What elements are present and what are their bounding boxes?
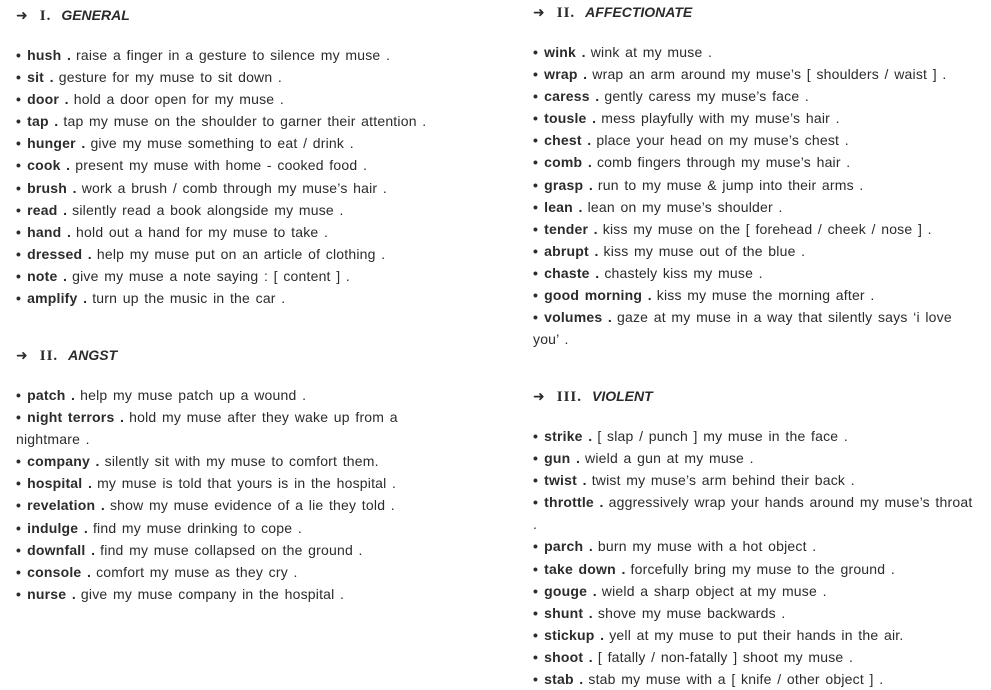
bullet-icon: • [16,157,22,174]
bullet-icon: • [533,264,539,281]
item-term: hand . [27,223,72,240]
bullet-icon: • [16,245,22,262]
item-term: chaste . [544,264,600,281]
item-definition: help my muse put on an article of clothing . [96,245,386,262]
item-term: sit . [27,69,54,86]
item-definition: tap my muse on the shoulder to garner their attention . [63,113,427,130]
list-item [533,262,973,284]
list-item [533,447,973,469]
item-definition: comfort my muse as they cry . [96,563,298,580]
bullet-icon: • [533,44,539,60]
list-item [533,668,973,690]
item-definition: find my muse drinking to cope . [92,519,302,536]
item-definition: burn my muse with a hot object . [597,538,817,555]
item-term: company . [27,453,100,470]
list-item [16,494,441,516]
bullet-icon: • [16,47,22,63]
bullet-icon: • [533,220,539,237]
list-item [16,177,441,199]
section-title: AFFECTIONATE [585,4,693,20]
item-term: good morning . [544,287,652,304]
list-item [16,243,441,265]
list-item [533,218,973,240]
bullet-icon: • [533,176,539,193]
item-term: note . [27,267,68,284]
item-definition: place your head on my muse’s chest . [596,132,849,149]
bullet-icon: • [533,428,539,444]
list-item [533,491,973,535]
item-term: brush . [27,179,77,196]
list-item [533,129,973,151]
item-definition: wink at my muse . [590,44,713,60]
item-definition: help my muse patch up a wound . [80,387,307,403]
item-term: strike . [544,428,593,444]
arrow-icon: ➜ [16,347,28,363]
item-definition: gently caress my muse’s face . [604,88,810,105]
item-term: comb . [544,154,592,171]
list-item [533,174,973,196]
list-item [16,199,441,221]
section-title: ANGST [68,347,118,363]
item-definition: my muse is told that yours is in the hospital . [97,475,397,492]
item-definition: kiss my muse on the [ forehead / cheek / nose ] . [602,220,932,237]
section-numeral: III. [556,389,582,405]
list-item [16,472,441,494]
item-term: wink . [544,44,586,60]
list-item [533,646,973,668]
bullet-icon: • [16,135,22,152]
bullet-icon: • [533,287,539,304]
item-definition: [ fatally / non-fatally ] shoot my muse . [597,648,854,665]
section-heading [533,1,973,23]
list-item [16,221,441,243]
item-definition: hold out a hand for my muse to take . [76,223,329,240]
bullet-icon: • [16,91,22,108]
item-definition: run to my muse & jump into their arms . [597,176,864,193]
section-heading [16,344,441,366]
bullet-icon: • [16,519,22,536]
list-item [16,154,441,176]
item-definition: wrap an arm around my muse’s [ shoulders / waist ] . [592,66,947,83]
item-definition: wield a sharp object at my muse . [601,582,827,599]
item-list [16,44,441,309]
list-item [533,624,973,646]
item-term: door . [27,91,69,108]
bullet-icon: • [533,132,539,149]
list-item [16,265,441,287]
item-list [533,41,973,350]
section-numeral: II. [556,5,576,21]
list-item [533,240,973,262]
bullet-icon: • [16,497,22,514]
item-term: gouge . [544,582,597,599]
item-term: stickup . [544,626,605,643]
item-term: patch . [27,387,76,403]
item-term: tender . [544,220,598,237]
item-definition: stab my muse with a [ knife / other object ] . [588,671,884,688]
bullet-icon: • [16,267,22,284]
item-definition: twist my muse’s arm behind their back . [591,472,855,489]
item-term: chest . [544,132,592,149]
item-term: cook . [27,157,71,174]
item-definition: find my muse collapsed on the ground . [100,541,363,558]
item-definition: turn up the music in the car . [92,290,286,307]
bullet-icon: • [16,409,22,426]
item-term: shunt . [544,604,593,621]
list-item [16,88,441,110]
bullet-icon: • [533,154,539,171]
item-definition: gesture for my muse to sit down . [58,69,283,86]
item-definition: give my muse something to eat / drink . [90,135,354,152]
list-item [533,41,973,63]
section-violent [533,385,973,690]
bullet-icon: • [533,472,539,489]
item-term: stab . [544,671,584,688]
list-item [533,602,973,624]
section-affectionate [533,1,973,350]
list-item [533,85,973,107]
list-item [533,469,973,491]
item-definition: give my muse a note saying : [ content ] . [72,267,351,284]
item-term: hunger . [27,135,86,152]
bullet-icon: • [533,309,539,326]
section-heading [533,385,973,407]
list-item [16,287,441,309]
item-term: hush . [27,47,72,63]
item-definition: chastely kiss my muse . [604,264,763,281]
item-definition: lean on my muse’s shoulder . [587,198,783,215]
bullet-icon: • [16,453,22,470]
bullet-icon: • [16,113,22,130]
list-item [533,306,973,350]
section-angst [16,344,441,605]
item-definition: gaze at my muse in a way that silently says ‘i love you’ . [533,309,952,348]
list-item [533,535,973,557]
list-item [16,132,441,154]
bullet-icon: • [533,450,539,467]
bullet-icon: • [533,671,539,688]
list-item [533,558,973,580]
bullet-icon: • [16,475,22,492]
list-item [533,107,973,129]
item-term: gun . [544,450,581,467]
item-definition: kiss my muse out of the blue . [603,242,806,259]
list-item [533,63,973,85]
list-item [533,284,973,306]
bullet-icon: • [16,69,22,86]
bullet-icon: • [533,582,539,599]
section-heading [16,4,441,26]
bullet-icon: • [16,201,22,218]
item-term: console . [27,563,92,580]
list-item [16,406,441,450]
bullet-icon: • [533,494,539,511]
item-list [16,384,441,605]
bullet-icon: • [533,88,539,105]
item-definition: give my muse company in the hospital . [80,585,345,602]
item-term: hospital . [27,475,93,492]
bullet-icon: • [533,198,539,215]
list-item [16,517,441,539]
item-definition: kiss my muse the morning after . [656,287,875,304]
bullet-icon: • [533,538,539,555]
item-term: volumes . [544,309,612,326]
section-numeral: II. [39,348,59,364]
bullet-icon: • [533,242,539,259]
arrow-icon: ➜ [533,4,545,20]
bullet-icon: • [16,541,22,558]
section-numeral: I. [39,8,52,24]
list-item [16,110,441,132]
item-definition: wield a gun at my muse . [585,450,754,467]
arrow-icon: ➜ [533,388,545,404]
bullet-icon: • [16,179,22,196]
bullet-icon: • [16,290,22,307]
bullet-icon: • [533,110,539,127]
item-definition: shove my muse backwards . [597,604,786,621]
item-definition: show my muse evidence of a lie they told . [109,497,395,514]
item-term: night terrors . [27,409,125,426]
item-definition: raise a finger in a gesture to silence my muse . [76,47,391,63]
item-term: twist . [544,472,587,489]
item-definition: [ slap / punch ] my muse in the face . [597,428,848,444]
item-term: abrupt . [544,242,599,259]
section-title: VIOLENT [592,388,653,404]
item-term: downfall . [27,541,96,558]
item-term: grasp . [544,176,593,193]
item-term: nurse . [27,585,76,602]
item-term: throttle . [544,494,604,511]
list-item [16,66,441,88]
list-item [533,425,973,447]
item-term: parch . [544,538,593,555]
bullet-icon: • [533,626,539,643]
item-term: take down . [544,560,626,577]
item-definition: mess playfully with my muse’s hair . [601,110,840,127]
item-term: tap . [27,113,59,130]
arrow-icon: ➜ [16,7,28,23]
item-term: revelation . [27,497,105,514]
item-term: indulge . [27,519,88,536]
item-definition: comb fingers through my muse’s hair . [596,154,851,171]
item-term: shoot . [544,648,593,665]
list-item [16,44,441,66]
item-term: lean . [544,198,583,215]
bullet-icon: • [533,66,539,83]
bullet-icon: • [533,560,539,577]
list-item [533,580,973,602]
bullet-icon: • [16,387,22,403]
bullet-icon: • [533,648,539,665]
list-item [16,450,441,472]
item-term: wrap . [544,66,588,83]
item-definition: silently read a book alongside my muse . [72,201,344,218]
item-term: caress . [544,88,600,105]
list-item [16,583,441,605]
section-title: GENERAL [61,7,130,23]
item-definition: yell at my muse to put their hands in the air. [609,626,904,643]
list-item [533,196,973,218]
item-definition: hold my muse after they wake up from a nightmare . [16,409,398,448]
item-term: read . [27,201,68,218]
item-definition: hold a door open for my muse . [73,91,284,108]
item-definition: silently sit with my muse to comfort them. [104,453,379,470]
list-item [16,539,441,561]
item-term: tousle . [544,110,597,127]
item-definition: aggressively wrap your hands around my muse’s throat . [533,494,973,533]
item-term: dressed . [27,245,92,262]
bullet-icon: • [533,604,539,621]
list-item [16,384,441,406]
bullet-icon: • [16,563,22,580]
item-definition: forcefully bring my muse to the ground . [630,560,895,577]
bullet-icon: • [16,223,22,240]
list-item [533,151,973,173]
item-list [533,425,973,690]
section-general [16,4,441,309]
item-definition: work a brush / comb through my muse’s hair . [81,179,387,196]
item-definition: present my muse with home - cooked food . [75,157,368,174]
item-term: amplify . [27,290,88,307]
bullet-icon: • [16,585,22,602]
list-item [16,561,441,583]
